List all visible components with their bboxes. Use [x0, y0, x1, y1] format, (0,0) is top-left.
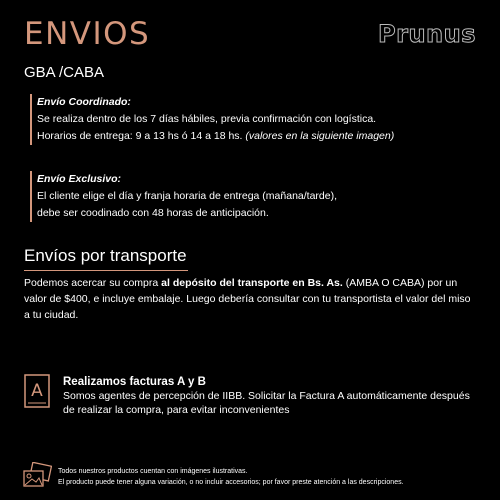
disclaimer — [58, 466, 488, 488]
page-title: ENVIOS — [24, 16, 151, 52]
envio-coordinado-line2 — [37, 128, 477, 145]
region-subtitle: GBA /CABA — [24, 64, 105, 81]
horarios-text: Horarios de entrega: 9 a 13 hs ó 14 a 18 hs. — [37, 130, 246, 142]
transporte-text-bold: al depósito del transporte en Bs. As. — [161, 277, 343, 289]
transporte-text-end: (AMBA O CABA) por un valor de $400, e incluye embalaje. Luego debería consultar con tu transportista el valor del miso a tu ciudad. — [24, 277, 471, 321]
invoice-icon — [24, 374, 50, 408]
envio-exclusivo-line1: El cliente elige el día y franja horaria de entrega (mañana/tarde), — [37, 190, 338, 202]
invoice-icon-letter: A — [31, 381, 43, 401]
images-icon — [22, 462, 52, 490]
section-divider — [24, 270, 188, 271]
transporte-title: Envíos por transporte — [24, 246, 187, 265]
brand-logo: Prunus — [378, 20, 476, 48]
transporte-text-start: Podemos acercar su compra — [24, 277, 162, 289]
envio-exclusivo-heading: Envío Exclusivo: — [37, 173, 122, 185]
envio-coordinado-block — [30, 94, 477, 145]
facturas-heading: Realizamos facturas A y B — [63, 376, 206, 388]
transporte-paragraph — [24, 275, 479, 323]
horarios-note: (valores en la siguiente imagen) — [245, 130, 395, 142]
facturas-text: Somos agentes de percepción de IIBB. Solicitar la Factura A automáticamente después de realizar la compra, para evitar inconvenientes — [63, 390, 470, 416]
envio-coordinado-heading: Envío Coordinado: — [37, 96, 131, 108]
disclaimer-line1: Todos nuestros productos cuentan con imágenes ilustrativas. — [58, 468, 248, 475]
disclaimer-line2: El producto puede tener alguna variación, o no incluir accesorios; por favor preste atención a las descripciones. — [58, 479, 404, 486]
envio-exclusivo-line2: debe ser coodinado con 48 horas de anticipación. — [37, 207, 269, 219]
envio-exclusivo-block — [30, 171, 477, 222]
envio-coordinado-line1: Se realiza dentro de los 7 días hábiles, previa confirmación con logística. — [37, 113, 377, 125]
